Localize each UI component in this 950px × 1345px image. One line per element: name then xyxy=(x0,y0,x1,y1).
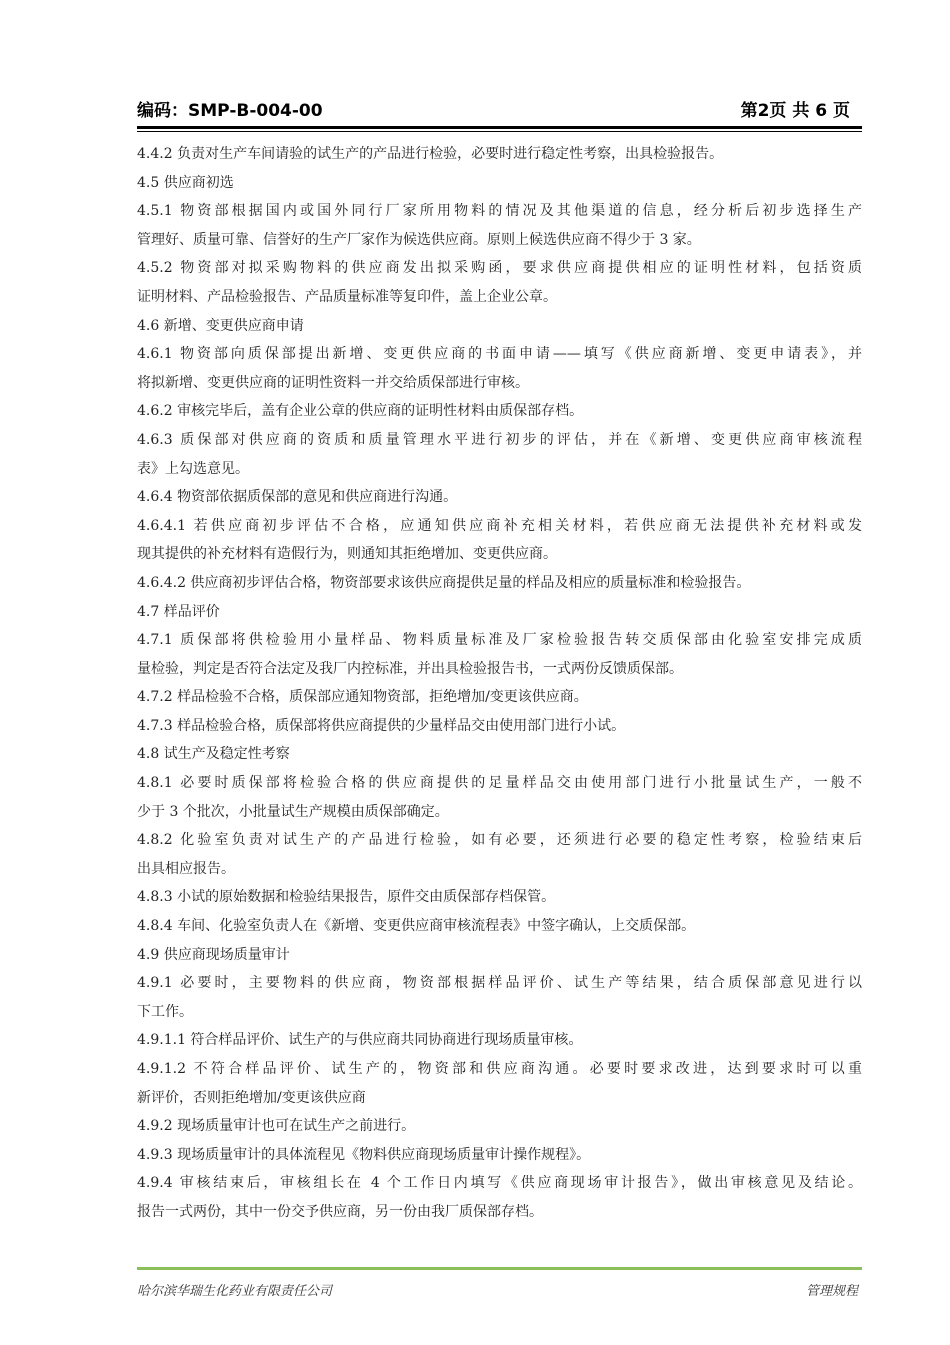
body-line: 报告一式两份，其中一份交予供应商，另一份由我厂质保部存档。 xyxy=(137,1203,543,1220)
body-line: 4.9.1 必要时，主要物料的供应商，物资部根据样品评价、试生产等结果，结合质保部意见进行以 xyxy=(137,975,862,992)
body-line: 管理好、质量可靠、信誉好的生产厂家作为候选供应商。原则上候选供应商不得少于 3 家。 xyxy=(137,231,701,248)
header-rule-thin xyxy=(137,131,862,132)
body-line: 证明材料、产品检验报告、产品质量标准等复印件，盖上企业公章。 xyxy=(137,288,557,305)
body-line: 少于 3 个批次，小批量试生产规模由质保部确定。 xyxy=(137,803,449,820)
body-line: 量检验，判定是否符合法定及我厂内控标准，并出具检验报告书，一式两份反馈质保部。 xyxy=(137,660,683,677)
body-line: 4.5.1 物资部根据国内或国外同行厂家所用物料的情况及其他渠道的信息，经分析后初步选择生产 xyxy=(137,203,862,220)
body-line: 4.8.1 必要时质保部将检验合格的供应商提供的足量样品交由使用部门进行小批量试生产，一般不 xyxy=(137,775,862,792)
body-line: 4.5 供应商初选 xyxy=(137,174,234,191)
body-line: 4.6.4 物资部依据质保部的意见和供应商进行沟通。 xyxy=(137,489,458,506)
body-line: 4.5.2 物资部对拟采购物料的供应商发出拟采购函，要求供应商提供相应的证明性材料，包括资质 xyxy=(137,260,862,277)
body-line: 4.7.2 样品检验不合格，质保部应通知物资部，拒绝增加/变更该供应商。 xyxy=(137,689,588,706)
body-line: 4.9.1.2 不符合样品评价、试生产的，物资部和供应商沟通。必要时要求改进，达到要求时可以重 xyxy=(137,1061,862,1077)
body-line: 新评价，否则拒绝增加/变更该供应商 xyxy=(137,1089,366,1106)
body-line: 4.6.3 质保部对供应商的资质和质量管理水平进行初步的评估，并在《新增、变更供应商审核流程 xyxy=(137,431,862,448)
body-line: 表》上勾选意见。 xyxy=(137,460,249,477)
body-line: 4.9.3 现场质量审计的具体流程见《物料供应商现场质量审计操作规程》。 xyxy=(137,1146,591,1163)
body-line: 4.8.3 小试的原始数据和检验结果报告，原件交由质保部存档保管。 xyxy=(137,889,556,906)
company-name: 哈尔滨华瑞生化药业有限责任公司 xyxy=(137,1284,333,1299)
body-line: 4.8.4 车间、化验室负责人在《新增、变更供应商审核流程表》中签字确认，上交质保部。 xyxy=(137,918,696,935)
footer-rule xyxy=(137,1267,862,1270)
body-line: 出具相应报告。 xyxy=(137,860,235,877)
body-line: 4.6.2 审核完毕后，盖有企业公章的供应商的证明性材料由质保部存档。 xyxy=(137,403,584,420)
document-code: 编码：SMP-B-004-00 xyxy=(137,101,323,121)
body-line: 现其提供的补充材料有造假行为，则通知其拒绝增加、变更供应商。 xyxy=(137,546,557,563)
body-line: 4.6.4.2 供应商初步评估合格，物资部要求该供应商提供足量的样品及相应的质量标准和检验报告。 xyxy=(137,574,751,591)
header-rule-thick xyxy=(137,126,862,129)
body-line: 4.8 试生产及稳定性考察 xyxy=(137,746,290,763)
document-type: 管理规程 xyxy=(805,1284,858,1299)
body-line: 4.6.1 物资部向质保部提出新增、变更供应商的书面申请——填写《供应商新增、变更申请表》，并 xyxy=(137,346,862,363)
body-line: 下工作。 xyxy=(137,1003,193,1020)
body-line: 4.7 样品评价 xyxy=(137,603,220,620)
body-line: 4.6.4.1 若供应商初步评估不合格，应通知供应商补充相关材料，若供应商无法提供补充材料或发 xyxy=(137,517,862,534)
body-line: 4.9.1.1 符合样品评价、试生产的与供应商共同协商进行现场质量审核。 xyxy=(137,1032,583,1049)
body-line: 4.7.1 质保部将供检验用小量样品、物料质量标准及厂家检验报告转交质保部由化验室安排完成质 xyxy=(137,632,862,649)
page-footer xyxy=(137,1280,862,1300)
document-body xyxy=(137,140,862,1227)
body-line: 4.9.4 审核结束后，审核组长在 4 个工作日内填写《供应商现场审计报告》，做出审核意见及结论。 xyxy=(137,1175,862,1192)
page-header xyxy=(137,94,862,120)
body-line: 将拟新增、变更供应商的证明性资料一并交给质保部进行审核。 xyxy=(137,374,529,391)
page-number: 第2页 共 6 页 xyxy=(740,101,850,121)
body-line: 4.6 新增、变更供应商申请 xyxy=(137,317,304,334)
body-line: 4.7.3 样品检验合格，质保部将供应商提供的少量样品交由使用部门进行小试。 xyxy=(137,717,626,734)
body-line: 4.4.2 负责对生产车间请验的试生产的产品进行检验，必要时进行稳定性考察，出具检验报告。 xyxy=(137,146,724,162)
body-line: 4.9.2 现场质量审计也可在试生产之前进行。 xyxy=(137,1118,416,1135)
body-line: 4.8.2 化验室负责对试生产的产品进行检验，如有必要，还须进行必要的稳定性考察，检验结束后 xyxy=(137,832,862,849)
body-line: 4.9 供应商现场质量审计 xyxy=(137,946,290,963)
